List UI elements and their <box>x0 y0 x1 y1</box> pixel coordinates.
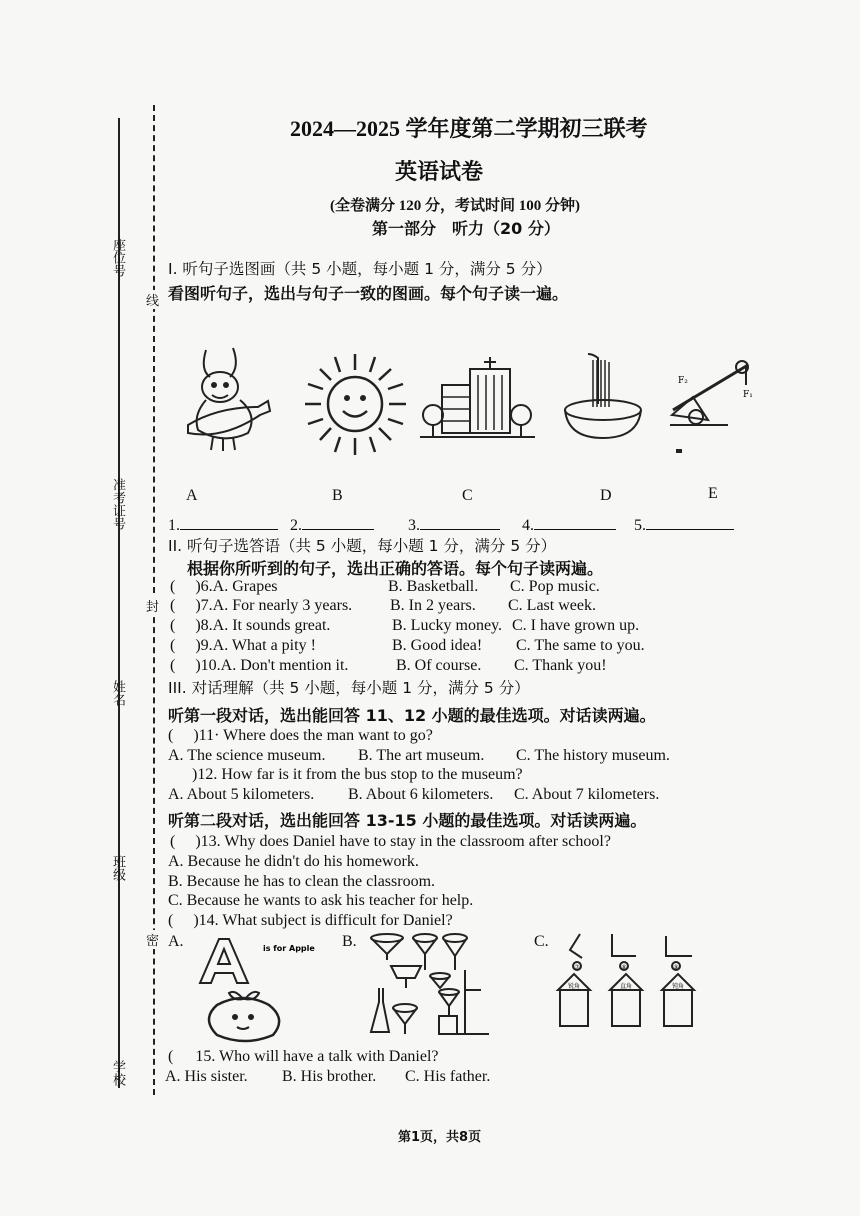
q12-option-a: A. About 5 kilometers. <box>168 786 315 803</box>
question-14: ( )14. What subject is difficult for Daniel? <box>168 912 453 929</box>
seal-seal-char: 封 <box>146 596 159 615</box>
answer-blank-3[interactable]: 3. <box>408 513 500 536</box>
part1-title: 第一部分 听力（20 分） <box>372 219 560 238</box>
section3-instruction-1: 听第一段对话，选出能回答 11、12 小题的最佳选项。对话读两遍。 <box>168 706 656 725</box>
q7-option-b: B. In 2 years. <box>390 597 476 614</box>
q7-option-c: C. Last week. <box>508 597 596 614</box>
picture-label-c: C <box>462 487 473 504</box>
answer-blank-5[interactable]: 5. <box>634 513 734 536</box>
school-label: 学校 <box>110 1060 125 1086</box>
answer-blank-2[interactable]: 2. <box>290 513 374 536</box>
angle-label-7: ⑦ <box>574 964 580 971</box>
q14-label-b: B. <box>342 933 357 950</box>
question-6: ( )6.A. Grapes <box>170 578 278 595</box>
lever-force-f2-label: F₂ <box>678 376 688 386</box>
q10-option-c: C. Thank you! <box>514 657 607 674</box>
question-8: ( )8.A. It sounds great. <box>170 617 331 634</box>
q9-option-b: B. Good idea! <box>392 637 483 654</box>
picture-label-e: E <box>708 485 718 502</box>
q15-option-a: A. His sister. <box>165 1068 248 1085</box>
q10-option-b: B. Of course. <box>396 657 482 674</box>
picture-b-sun <box>303 352 408 457</box>
picture-a-rabbit <box>178 345 278 455</box>
exam-info: (全卷满分 120 分，考试时间 100 分钟) <box>330 198 580 214</box>
name-label: 姓名 <box>110 680 125 706</box>
q14-picture-a-english <box>195 935 315 1045</box>
q14-picture-b-chemistry <box>365 930 495 1040</box>
q8-option-c: C. I have grown up. <box>512 617 640 634</box>
question-13: ( )13. Why does Daniel have to stay in the classroom after school? <box>170 833 611 850</box>
section3-heading: III. 对话理解（共 5 小题，每小题 1 分，满分 5 分） <box>168 679 530 697</box>
q13-option-b: B. Because he has to clean the classroom. <box>168 873 436 890</box>
house-label-acute: 锐角 <box>567 983 581 990</box>
apple-caption: is for Apple <box>263 944 315 953</box>
picture-label-d: D <box>600 487 612 504</box>
class-label: 班级 <box>110 855 125 881</box>
q13-option-a: A. Because he didn't do his homework. <box>168 853 419 870</box>
q15-option-b: B. His brother. <box>282 1068 377 1085</box>
q12-option-b: B. About 6 kilometers. <box>348 786 494 803</box>
angle-label-9: ⑨ <box>673 964 679 971</box>
section2-heading: II. 听句子选答语（共 5 小题，每小题 1 分，满分 5 分） <box>168 537 557 555</box>
page-number: 第1页，共8页 <box>398 1130 482 1145</box>
exam-no-label: 准考证号 <box>110 478 125 530</box>
section2-instruction: 根据你所听到的句子，选出正确的答语。每个句子读两遍。 <box>187 559 604 578</box>
section3-instruction-2: 听第二段对话，选出能回答 13-15 小题的最佳选项。对话读两遍。 <box>168 811 647 830</box>
q14-label-c: C. <box>534 933 549 950</box>
q15-option-c: C. His father. <box>405 1068 491 1085</box>
question-12: )12. How far is it from the bus stop to the museum? <box>192 766 523 783</box>
answer-blank-1[interactable]: 1. <box>168 513 278 536</box>
picture-e-lever <box>668 345 778 455</box>
seal-line-char: 线 <box>146 290 159 309</box>
q13-option-c: C. Because he wants to ask his teacher for help. <box>168 892 474 909</box>
q11-option-b: B. The art museum. <box>358 747 485 764</box>
q6-option-c: C. Pop music. <box>510 578 600 595</box>
q8-option-b: B. Lucky money. <box>392 617 503 634</box>
q9-option-c: C. The same to you. <box>516 637 645 654</box>
q14-label-a: A. <box>168 933 184 950</box>
question-9: ( )9.A. What a pity ! <box>170 637 316 654</box>
section1-instruction: 看图听句子，选出与句子一致的图画。每个句子读一遍。 <box>168 284 569 303</box>
question-11: ( )11· Where does the man want to go? <box>168 727 433 744</box>
answer-blank-4[interactable]: 4. <box>522 513 616 536</box>
house-label-obtuse: 钝角 <box>671 983 685 990</box>
section1-heading: I. 听句子选图画（共 5 小题，每小题 1 分，满分 5 分） <box>168 260 552 278</box>
picture-label-a: A <box>186 487 198 504</box>
house-label-right: 直角 <box>619 983 633 990</box>
lever-force-f1-label: F₁ <box>743 390 753 400</box>
picture-c-hospital <box>420 355 535 445</box>
picture-d-noodles <box>558 352 648 442</box>
question-7: ( )7.A. For nearly 3 years. <box>170 597 353 614</box>
seal-secret-char: 密 <box>146 930 159 949</box>
q14-picture-c-math <box>552 930 712 1030</box>
question-15: ( 15. Who will have a talk with Daniel? <box>168 1048 439 1065</box>
q6-option-b: B. Basketball. <box>388 578 479 595</box>
q11-option-a: A. The science museum. <box>168 747 326 764</box>
picture-label-b: B <box>332 487 343 504</box>
seat-no-label: 座位号 <box>110 238 125 277</box>
q11-option-c: C. The history museum. <box>516 747 670 764</box>
angle-label-8: ⑧ <box>621 964 627 971</box>
subject-title: 英语试卷 <box>395 160 484 185</box>
q12-option-c: C. About 7 kilometers. <box>514 786 660 803</box>
exam-title: 2024—2025 学年度第二学期初三联考 <box>290 116 648 141</box>
question-10: ( )10.A. Don't mention it. <box>170 657 349 674</box>
